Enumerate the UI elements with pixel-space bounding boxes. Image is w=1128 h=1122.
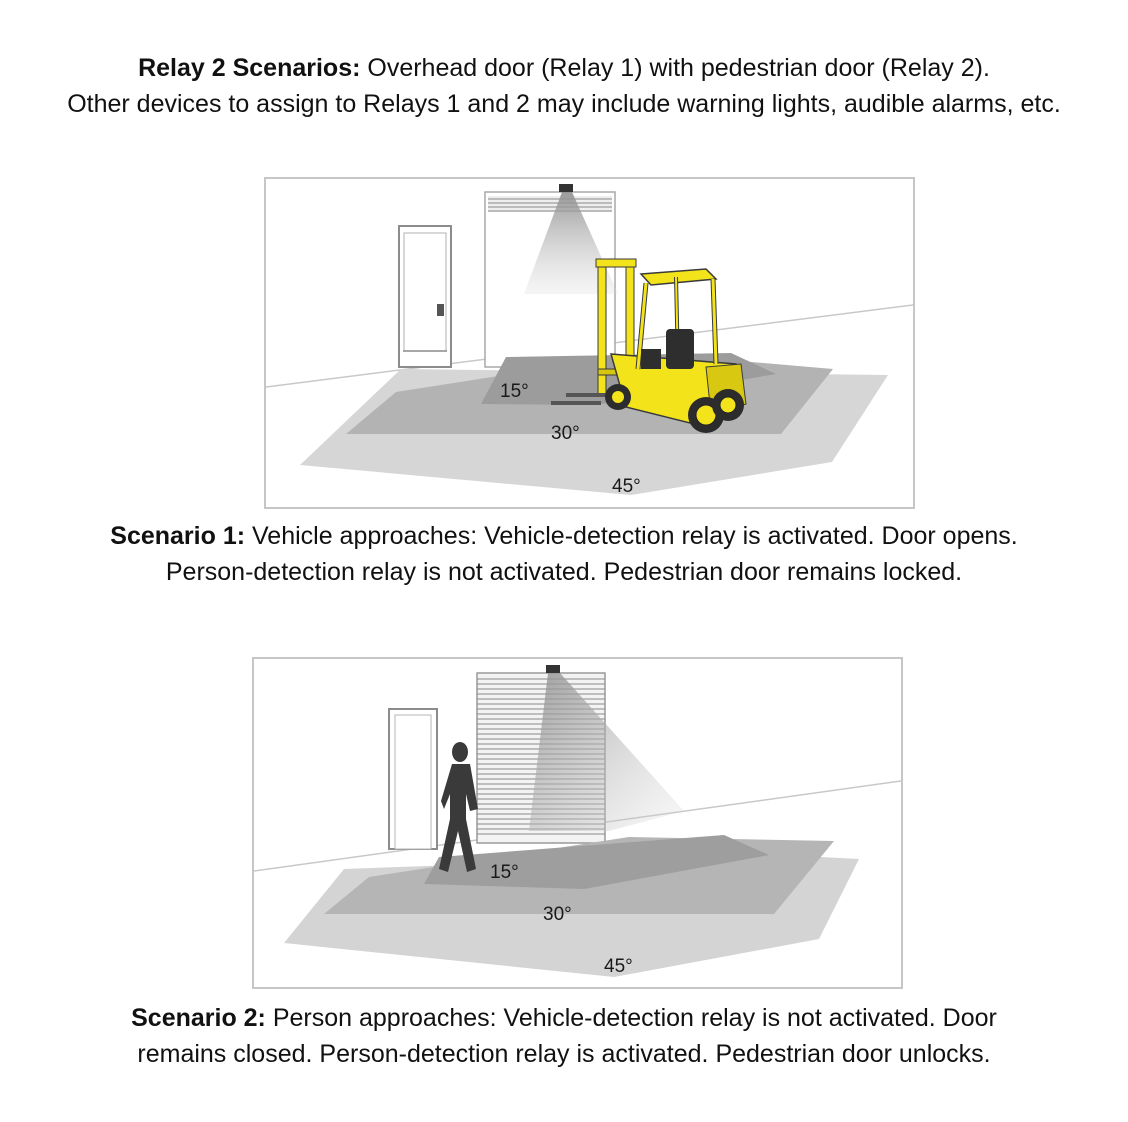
header-caption xyxy=(0,50,1128,122)
scenario-1-caption-line-1 xyxy=(0,518,1128,554)
angle-label-45: 45° xyxy=(612,476,641,497)
scenario-1-text: Vehicle approaches: Vehicle-detection relay is activated. Door opens. xyxy=(245,522,1018,550)
scenario-1-illustration xyxy=(264,177,915,509)
sensor-beam xyxy=(529,673,684,831)
pedestrian-door-open xyxy=(389,709,437,849)
scenario-2-illustration xyxy=(252,657,903,989)
scenario-2-caption xyxy=(0,1000,1128,1072)
scenario-2-caption-line-2: remains closed. Person-detection relay is activated. Pedestrian door unlocks. xyxy=(137,1040,991,1068)
pedestrian-door xyxy=(399,226,451,367)
angle-label-30: 30° xyxy=(551,423,580,444)
scenario-2-label: Scenario 2: xyxy=(131,1004,266,1032)
scenario-1-caption xyxy=(0,518,1128,590)
door-lock-icon xyxy=(437,304,444,316)
scenario-1-svg xyxy=(266,179,913,507)
scenario-2-caption-line-1 xyxy=(0,1000,1128,1036)
header-line-1 xyxy=(0,50,1128,86)
scenario-2-svg xyxy=(254,659,901,987)
sensor-icon xyxy=(559,184,573,192)
header-line-2: Other devices to assign to Relays 1 and 2 may include warning lights, audible alarms, etc. xyxy=(67,90,1061,118)
header-title-bold: Relay 2 Scenarios: xyxy=(138,54,361,82)
scenario-1-caption-line-2: Person-detection relay is not activated. Pedestrian door remains locked. xyxy=(165,558,963,586)
angle-label-45: 45° xyxy=(604,956,633,977)
scenario-1-label: Scenario 1: xyxy=(110,522,246,550)
angle-label-15: 15° xyxy=(490,862,519,883)
header-title-rest: Overhead door (Relay 1) with pedestrian door (Relay 2). xyxy=(360,54,990,82)
person-silhouette xyxy=(439,742,478,872)
scenario-2-text: Person approaches: Vehicle-detection relay is not activated. Door xyxy=(265,1004,997,1032)
angle-label-30: 30° xyxy=(543,904,572,925)
angle-label-15: 15° xyxy=(500,381,529,402)
sensor-icon xyxy=(546,665,560,673)
